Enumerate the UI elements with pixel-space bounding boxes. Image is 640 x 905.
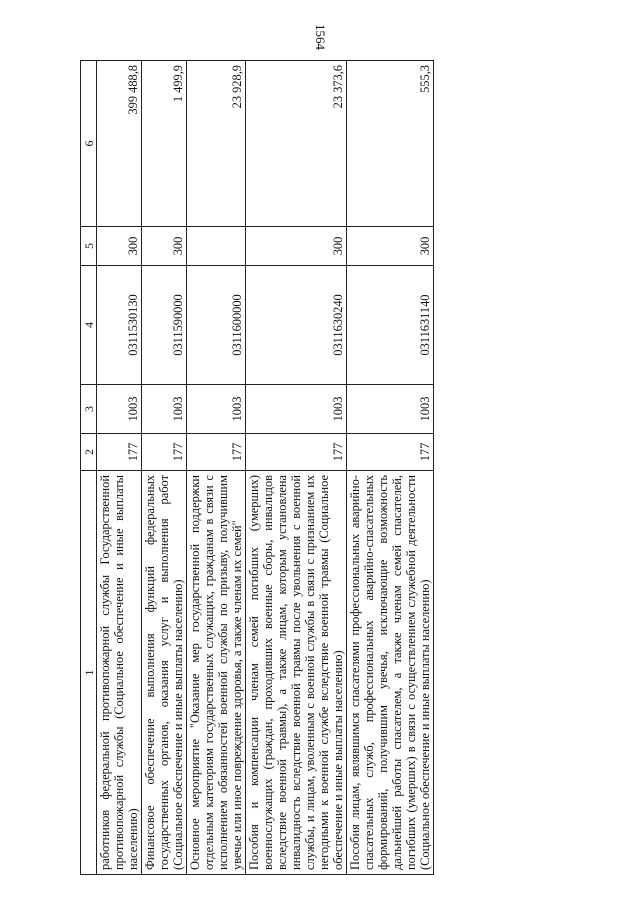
row-amount: 399 488,8 [97, 61, 142, 227]
row-section: 1003 [187, 385, 246, 434]
row-target: 0311530130 [97, 266, 142, 385]
row-name-text: Пособия и компенсации членам семей погибших (умерших) военнослужащих (граждан, проходивших военные сборы, инвалидов вследствие военной травмы), а также лицам, которым установлена инвалидность вследствие военной травмы после увольнения с военной службы, и лицам, уволенным с военной службы в связи с признанием их негодными к военной службе вследствие военной травмы (Социальное обеспечение и иные выплаты населению) [247, 475, 345, 870]
table-row [97, 61, 142, 875]
row-name [97, 471, 142, 875]
row-grbs: 177 [246, 434, 347, 471]
row-target: 0311590000 [142, 266, 187, 385]
rotated-page [80, 60, 560, 875]
row-vr: 300 [97, 227, 142, 266]
row-section: 1003 [246, 385, 347, 434]
row-section: 1003 [97, 385, 142, 434]
row-amount: 23 373,6 [246, 61, 347, 227]
row-target: 0311600000 [187, 266, 246, 385]
row-name-text: Пособия лицам, являвшимся спасателями профессиональных аварийно-спасательных служб, профессиональных аварийно-спасательных формирований, получившим увечья, исключающие возможность дальнейшей работы спасателем, а также членам семей спасателей, погибших (умерших) в связи с осуществлением служебной деятельности (Социальное обеспечение и иные выплаты населению) [348, 475, 432, 870]
row-section: 1003 [347, 385, 434, 434]
row-vr [187, 227, 246, 266]
header-col-1: 1 [81, 471, 97, 875]
row-target: 0311631140 [347, 266, 434, 385]
row-amount: 1 499,9 [142, 61, 187, 227]
row-target: 0311630240 [246, 266, 347, 385]
row-grbs: 177 [97, 434, 142, 471]
row-grbs: 177 [142, 434, 187, 471]
page-number: 1564 [313, 24, 328, 50]
budget-table [80, 60, 434, 875]
row-amount: 23 928,9 [187, 61, 246, 227]
header-col-2: 2 [81, 434, 97, 471]
row-name [187, 471, 246, 875]
row-section: 1003 [142, 385, 187, 434]
row-vr: 300 [142, 227, 187, 266]
table-row [246, 61, 347, 875]
row-grbs: 177 [347, 434, 434, 471]
header-row [81, 61, 97, 875]
row-name [142, 471, 187, 875]
row-name-text: работников федеральной противопожарной службы Государственной противопожарной службы (Социальное обеспечение и иные выплаты населению) [98, 475, 140, 870]
table-row [142, 61, 187, 875]
row-vr: 300 [347, 227, 434, 266]
header-col-5: 5 [81, 227, 97, 266]
row-name [347, 471, 434, 875]
row-name-text: Основное мероприятие "Оказание мер государственной поддержки отдельным категориям государственных служащих, гражданам в связи с исполнением обязанностей военной службы по призыву, получившим увечье или иное повреждение здоровья, а также членам их семей" [188, 475, 244, 870]
header-col-3: 3 [81, 385, 97, 434]
budget-sheet [80, 60, 560, 875]
row-name-text: Финансовое обеспечение выполнения функций федеральных государственных органов, оказания услуг и выполнения работ (Социальное обеспечение и иные выплаты населению) [143, 475, 185, 870]
header-col-6: 6 [81, 61, 97, 227]
header-col-4: 4 [81, 266, 97, 385]
table-row [187, 61, 246, 875]
row-vr: 300 [246, 227, 347, 266]
row-amount: 555,3 [347, 61, 434, 227]
row-name [246, 471, 347, 875]
table-row [347, 61, 434, 875]
row-grbs: 177 [187, 434, 246, 471]
